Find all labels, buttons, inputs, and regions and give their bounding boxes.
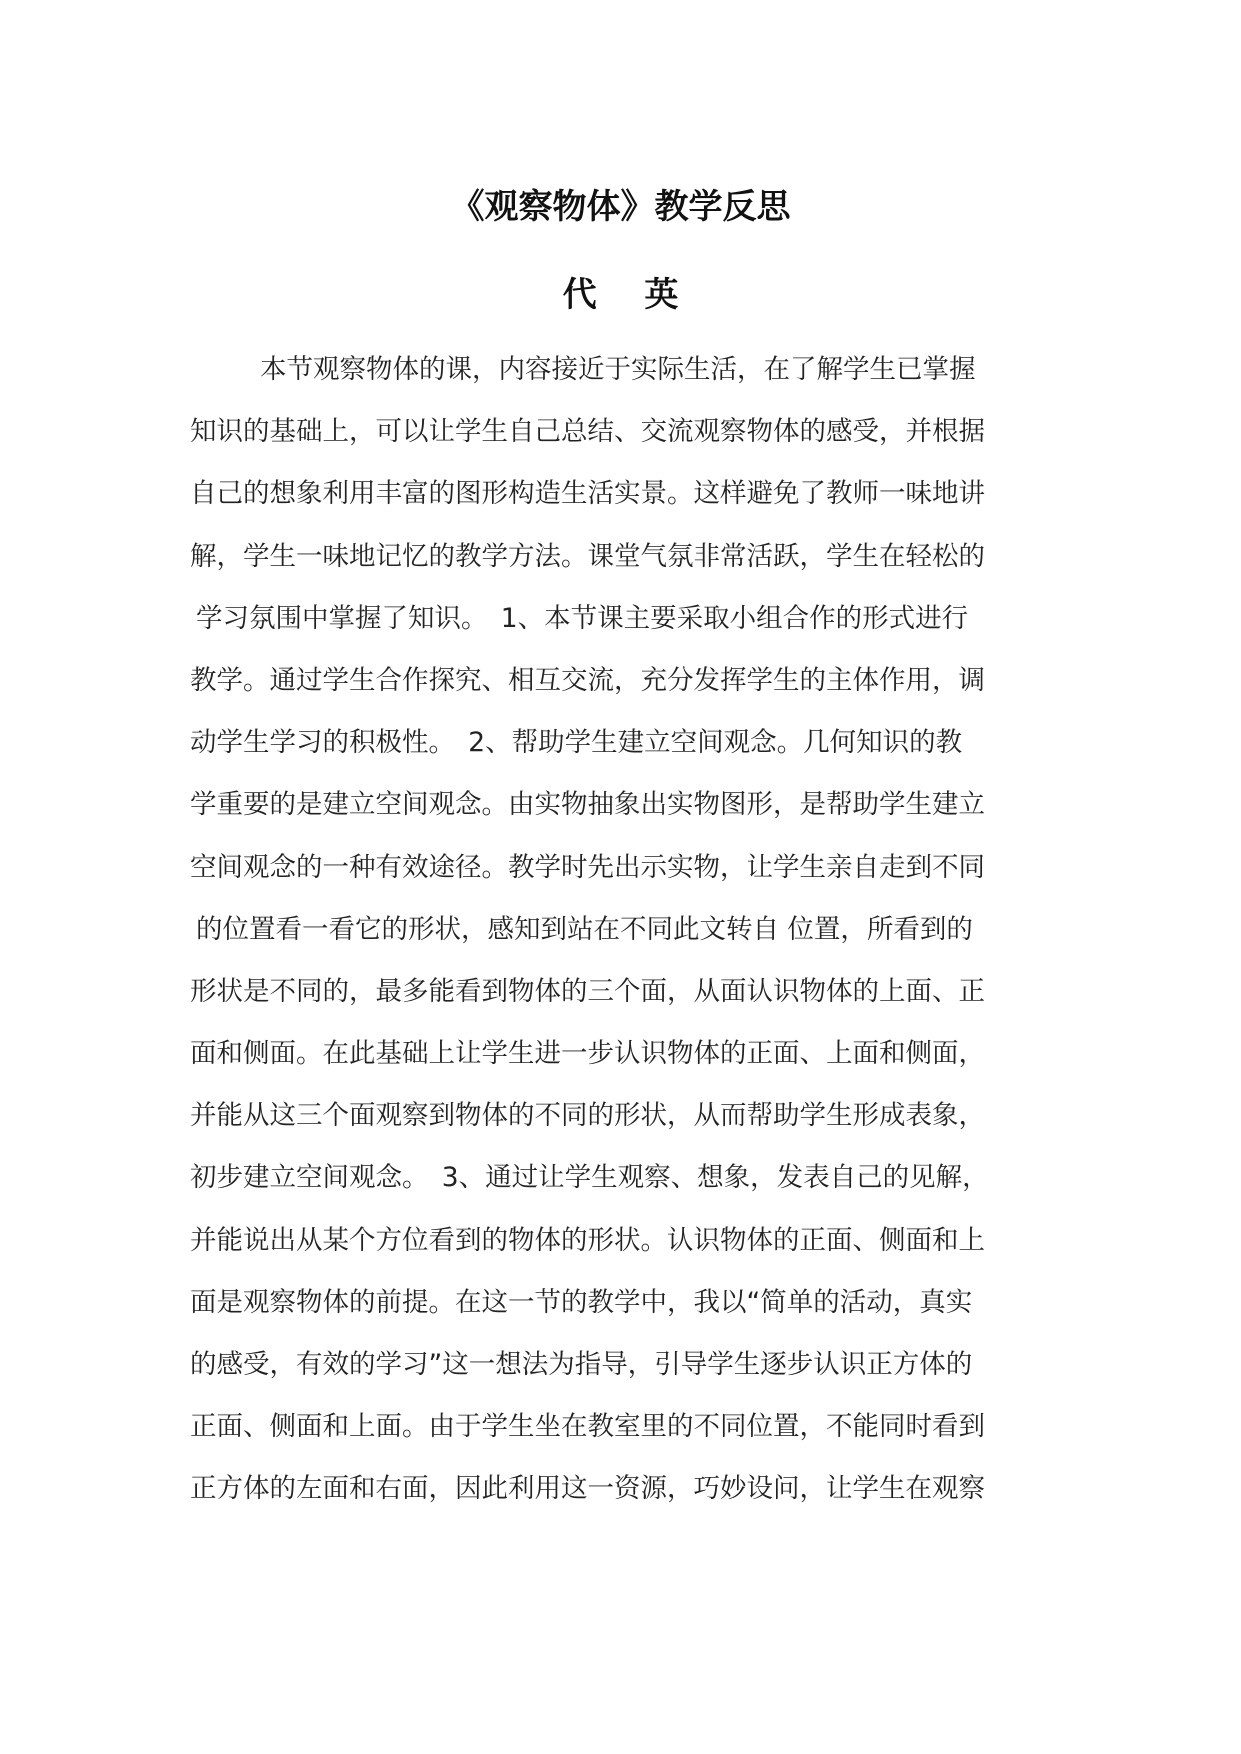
text-line: 知识的基础上，可以让学生自己总结、交流观察物体的感受，并根据 (190, 416, 985, 448)
text-line: 的位置看一看它的形状，感知到站在不同此文转自 位置，所看到的 (196, 913, 973, 945)
text-line: 面是观察物体的前提。在这一节的教学中，我以“简单的活动，真实 (190, 1286, 973, 1318)
text-line: 教学。通过学生合作探究、相互交流，充分发挥学生的主体作用，调 (190, 664, 985, 696)
text-line: 形状是不同的，最多能看到物体的三个面，从面认识物体的上面、正 (190, 975, 985, 1007)
text-line: 面和侧面。在此基础上让学生进一步认识物体的正面、上面和侧面， (190, 1038, 985, 1070)
text-line: 自己的想象利用丰富的图形构造生活实景。这样避免了教师一味地讲 (190, 478, 985, 510)
text-line: 初步建立空间观念。 3、通过让学生观察、想象，发表自己的见解， (190, 1162, 989, 1194)
document-title: 《观察物体》教学反思 (450, 187, 791, 227)
text-line: 正方体的左面和右面，因此利用这一资源，巧妙设问，让学生在观察 (190, 1473, 985, 1505)
document-author: 代 英 (562, 275, 697, 315)
text-line: 动学生学习的积极性。 2、帮助学生建立空间观念。几何知识的教 (190, 727, 963, 759)
text-line: 学习氛围中掌握了知识。 1、本节课主要采取小组合作的形式进行 (196, 602, 969, 634)
text-line: 空间观念的一种有效途径。教学时先出示实物，让学生亲自走到不同 (190, 851, 985, 883)
text-line: 并能说出从某个方位看到的物体的形状。认识物体的正面、侧面和上 (190, 1224, 985, 1256)
text-line: 解，学生一味地记忆的教学方法。课堂气氛非常活跃，学生在轻松的 (190, 540, 985, 572)
text-line: 正面、侧面和上面。由于学生坐在教室里的不同位置，不能同时看到 (190, 1411, 985, 1443)
text-line: 的感受，有效的学习”这一想法为指导，引导学生逐步认识正方体的 (190, 1349, 973, 1380)
text-line: 并能从这三个面观察到物体的不同的形状，从而帮助学生形成表象， (190, 1100, 985, 1132)
body-paragraph (190, 339, 1052, 1521)
text-line: 学重要的是建立空间观念。由实物抽象出实物图形，是帮助学生建立 (190, 789, 985, 821)
text-line: 本节观察物体的课，内容接近于实际生活，在了解学生已掌握 (260, 354, 976, 385)
